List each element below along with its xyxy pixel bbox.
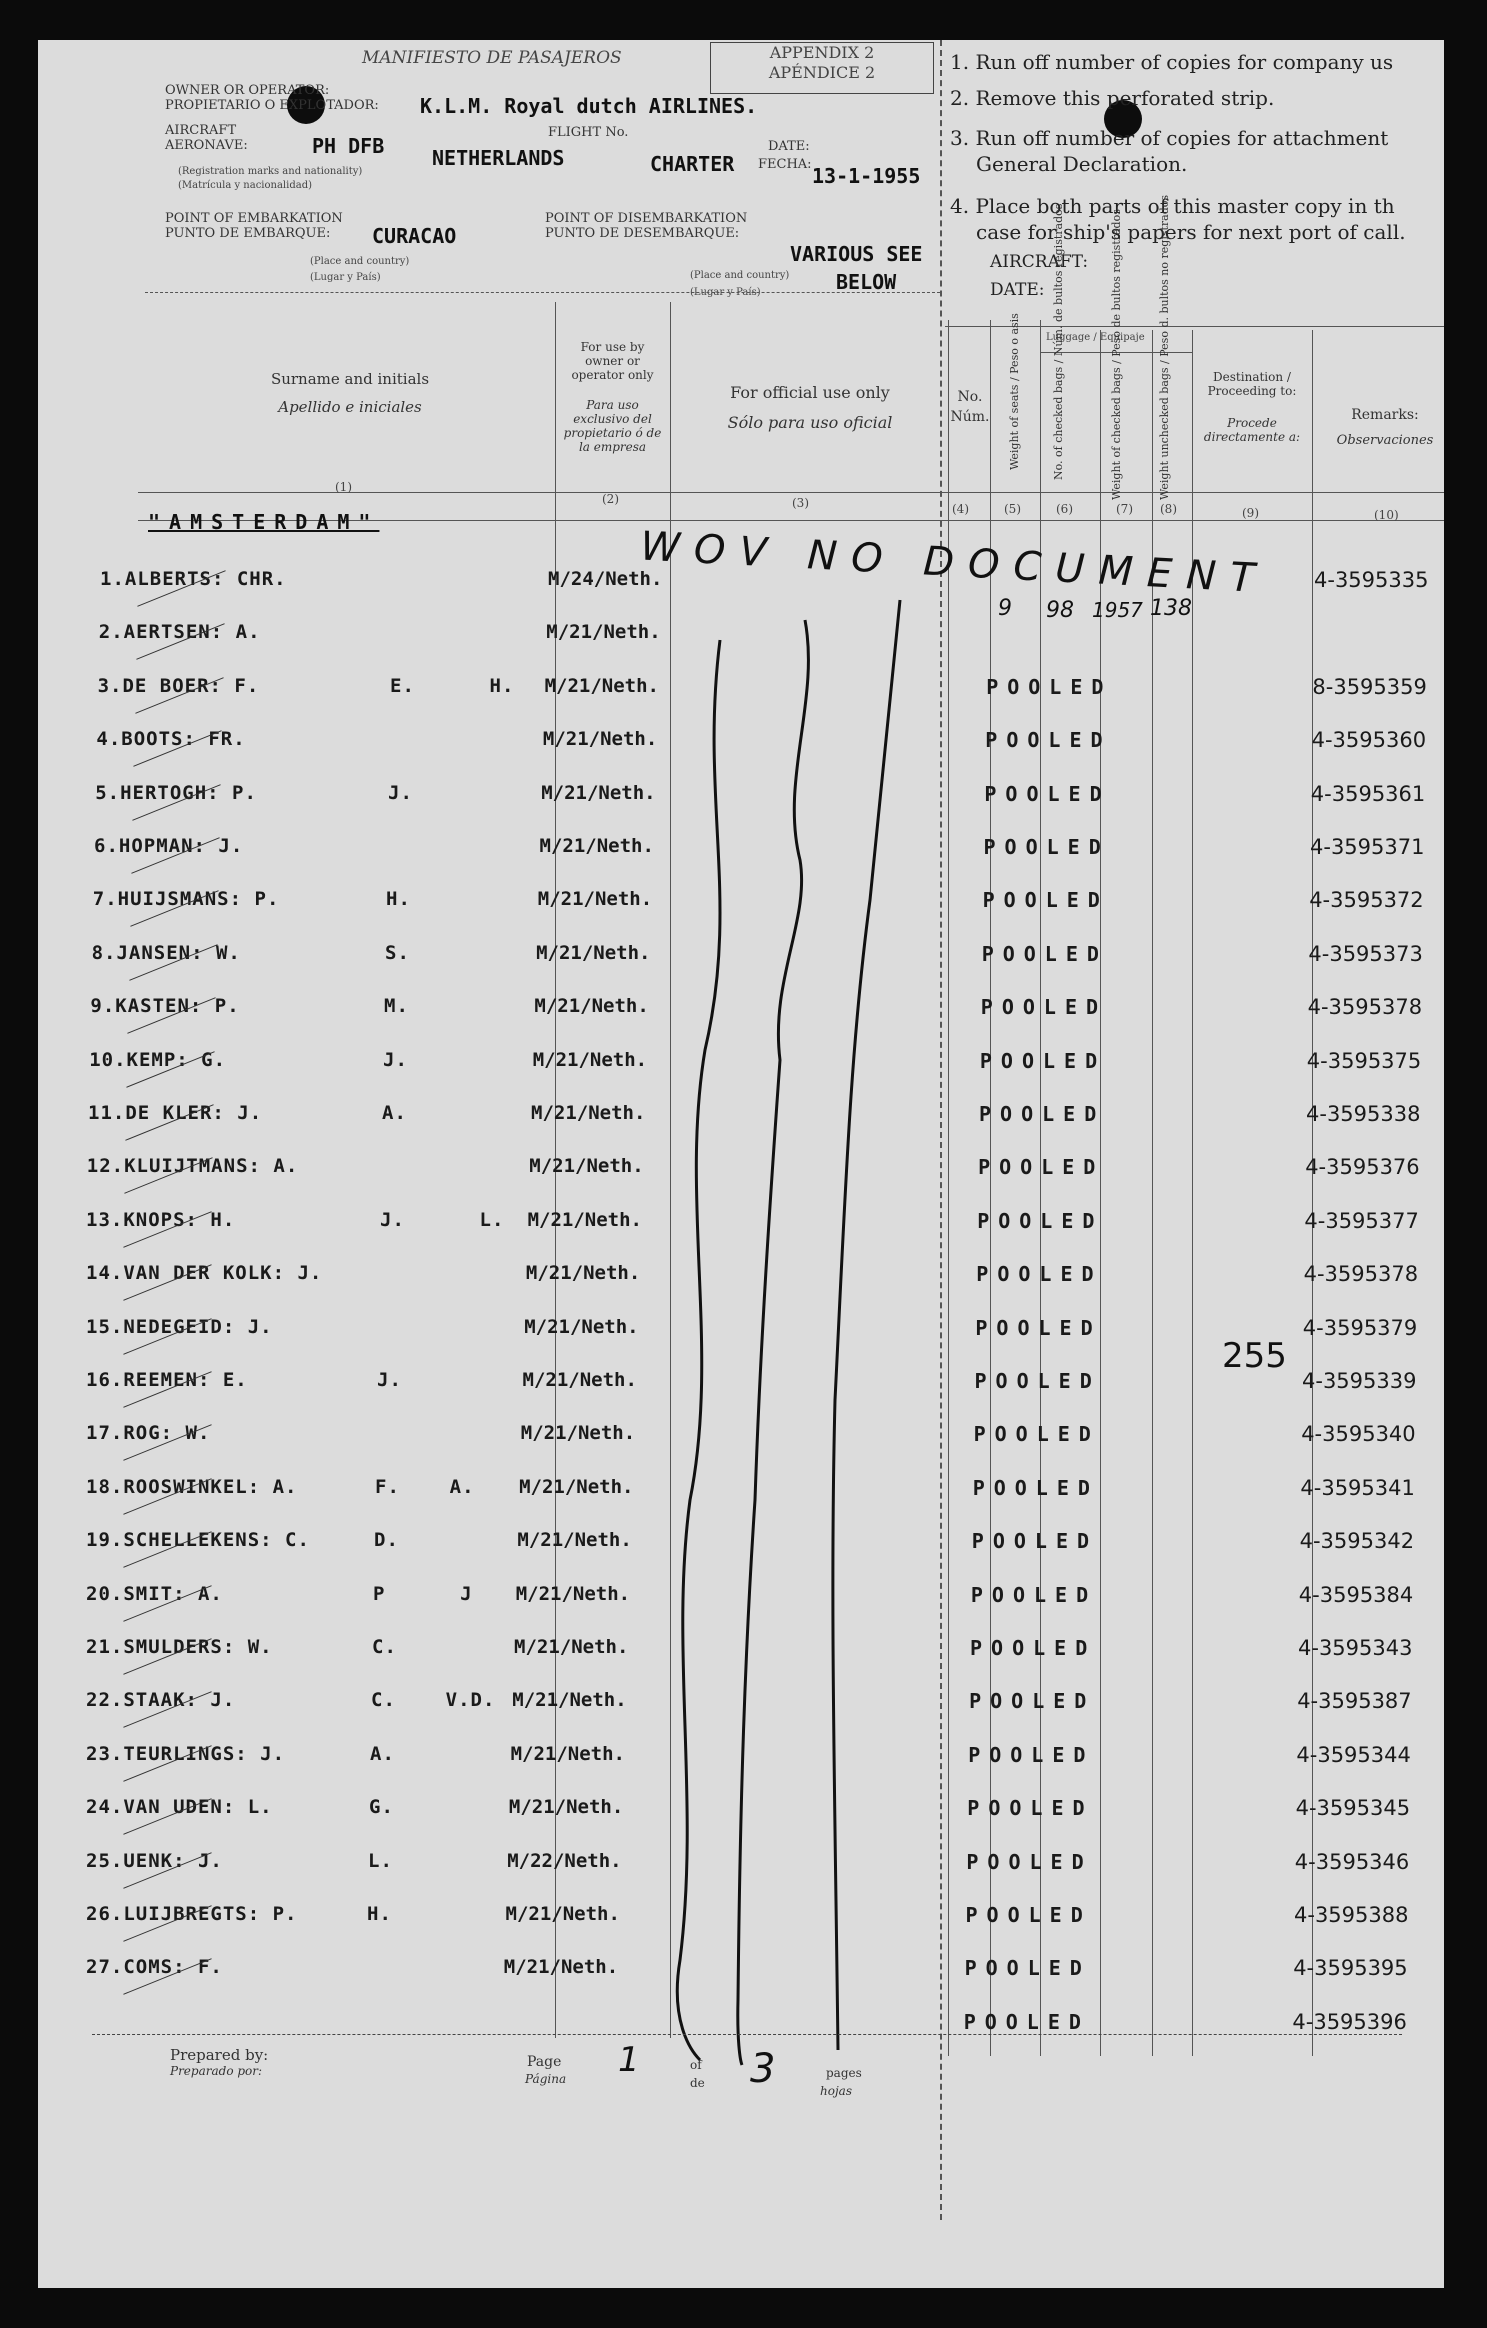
ticket-number: 4-3595361 (1310, 782, 1426, 806)
aircraft-label-1: AIRCRAFT (165, 123, 237, 138)
col10-header-en: Remarks: (1351, 407, 1419, 423)
passenger-sex-age-nationality: M/21/Neth. (531, 1102, 646, 1124)
table-row (0, 722, 1487, 758)
baggage-status: POOLED (983, 835, 1110, 859)
passenger-extra-initials: H. (386, 888, 411, 910)
passenger-sex-age-nationality: M/21/Neth. (536, 942, 651, 964)
row1-value-4: 138 (1150, 596, 1192, 621)
passenger-name: 27.COMS: F. (86, 1956, 223, 1978)
col10-number: (10) (1374, 508, 1399, 522)
passenger-name: 23.TEURLINGS: J. (86, 1743, 286, 1765)
passenger-sex-age-nationality: M/21/Neth. (508, 1796, 624, 1818)
baggage-status: POOLED (979, 1102, 1106, 1126)
col9-number: (9) (1242, 506, 1259, 520)
date-value: 13-1-1955 (812, 164, 921, 188)
luggage-header: Luggage / Equipaje (1046, 332, 1145, 343)
baggage-status: POOLED (974, 1369, 1101, 1393)
appendix-line-2: APÉNDICE 2 (768, 63, 876, 82)
passenger-sex-age-nationality: M/21/Neth. (534, 995, 649, 1017)
table-row (0, 1577, 1487, 1613)
passenger-sex-age-nationality: M/21/Neth. (542, 728, 658, 750)
passenger-extra-initials: C. V.D. (371, 1689, 496, 1711)
passenger-name: 22.STAAK: J. (86, 1689, 236, 1711)
passenger-extra-initials: L. (368, 1850, 393, 1872)
handwritten-annotation: WOV NO DOCUMENT (639, 523, 1270, 603)
baggage-status: POOLED (970, 1583, 1098, 1607)
passenger-sex-age-nationality: M/22/Neth. (507, 1850, 622, 1872)
passenger-sex-age-nationality: M/21/Neth. (517, 1529, 632, 1551)
passenger-sex-age-nationality: M/21/Neth. (524, 1316, 639, 1338)
owner-label-1: OWNER OR OPERATOR: (165, 83, 330, 98)
col3-header-es: Sólo para uso oficial (727, 413, 893, 432)
passenger-sex-age-nationality: M/21/Neth. (515, 1583, 631, 1605)
embark-note-2: (Lugar y País) (310, 272, 381, 283)
ticket-number: 4-3595346 (1294, 1850, 1410, 1874)
disembark-value-1: VARIOUS SEE (790, 242, 923, 266)
baggage-status: POOLED (965, 1903, 1092, 1927)
baggage-status: POOLED (970, 1636, 1097, 1660)
table-row (0, 1203, 1487, 1239)
table-row (0, 1416, 1487, 1452)
table-row (0, 1790, 1487, 1826)
passenger-sex-age-nationality: M/21/Neth. (520, 1422, 636, 1444)
ticket-number: 4-3595372 (1309, 888, 1424, 912)
table-row (0, 615, 1487, 651)
baggage-status: POOLED (984, 782, 1111, 806)
appendix-line-1: APPENDIX 2 (769, 43, 875, 62)
col2-number: (2) (602, 492, 619, 506)
passenger-name: 24.VAN UDEN: L. (86, 1796, 273, 1818)
ticket-number: 4-3595344 (1296, 1743, 1411, 1767)
instruction-2: 2. Remove this perforated strip. (950, 86, 1275, 110)
table-row (0, 1363, 1487, 1399)
page-number: 1 (618, 2040, 640, 2080)
ticket-number: 4-3595338 (1306, 1102, 1421, 1126)
passenger-name: 26.LUIJBREGTS: P. (86, 1903, 298, 1925)
embark-label-2: PUNTO DE EMBARQUE: (165, 226, 331, 241)
ticket-number: 4-3595335 (1314, 568, 1429, 592)
col10-header-es: Observaciones (1336, 433, 1434, 448)
passenger-extra-initials: P J (373, 1583, 473, 1605)
ticket-number: 4-3595343 (1298, 1636, 1413, 1660)
col1-header-en: Surname and initials (270, 370, 430, 388)
passenger-extra-initials: G. (369, 1796, 394, 1818)
prepared-label-es: Preparado por: (170, 2064, 263, 2078)
col7-number: (7) (1116, 502, 1133, 516)
disembark-label-2: PUNTO DE DESEMBARQUE: (545, 226, 740, 241)
baggage-status: POOLED (963, 2010, 1090, 2034)
baggage-status: POOLED (980, 995, 1108, 1019)
embark-note-1: (Place and country) (310, 256, 410, 267)
baggage-status: POOLED (977, 1209, 1104, 1233)
flight-label: FLIGHT No. (548, 125, 629, 140)
ticket-number: 4-3595339 (1302, 1369, 1417, 1393)
row1-value-1: 9 (998, 596, 1012, 621)
passenger-name: 20.SMIT: A. (86, 1583, 223, 1605)
instruction-4b: case for ship's papers for next port of call. (976, 220, 1406, 244)
baggage-status: POOLED (969, 1689, 1096, 1713)
passenger-extra-initials: C. (372, 1636, 397, 1658)
instruction-1: 1. Run off number of copies for company us (950, 50, 1394, 74)
passenger-name: 4.BOOTS: FR. (96, 728, 246, 750)
ticket-number: 4-3595396 (1292, 2010, 1407, 2034)
passenger-extra-initials: A. (370, 1743, 395, 1765)
table-row (0, 1096, 1487, 1132)
disembark-note-2: (Lugar y País) (690, 287, 761, 298)
instruction-4a: 4. Place both parts of this master copy in th (950, 194, 1395, 218)
section-title: "AMSTERDAM" (148, 510, 380, 534)
baggage-status: POOLED (968, 1743, 1095, 1767)
ticket-number: 4-3595384 (1298, 1583, 1414, 1607)
passenger-extra-initials: J. L. (380, 1209, 505, 1231)
form-title: MANIFIESTO DE PASAJEROS (362, 48, 622, 68)
ticket-number: 4-3595375 (1306, 1049, 1422, 1073)
passenger-extra-initials: M. (384, 995, 409, 1017)
ticket-number: 4-3595342 (1299, 1529, 1415, 1553)
passenger-name: 19.SCHELLEKENS: C. (86, 1529, 310, 1551)
passenger-sex-age-nationality: M/21/Neth. (537, 888, 653, 910)
ticket-number: 4-3595388 (1294, 1903, 1409, 1927)
col1-header-es: Apellido e iniciales (278, 398, 422, 416)
baggage-status: POOLED (985, 728, 1112, 752)
baggage-status: POOLED (975, 1316, 1102, 1340)
passenger-sex-age-nationality: M/21/Neth. (539, 835, 654, 857)
table-row (0, 1523, 1487, 1559)
aircraft-label-2: AERONAVE: (165, 138, 248, 153)
baggage-status: POOLED (976, 1262, 1103, 1286)
flight-value: CHARTER (650, 152, 735, 176)
col7-header: Weight of checked bags / Peso de bultos registrados (1110, 209, 1123, 500)
baggage-status: POOLED (982, 888, 1109, 912)
passenger-sex-age-nationality: M/21/Neth. (510, 1743, 625, 1765)
passenger-name: 25.UENK: J. (86, 1850, 223, 1872)
passenger-name: 2.AERTSEN: A. (98, 621, 261, 643)
passenger-extra-initials: A. (382, 1102, 407, 1124)
table-row (0, 989, 1487, 1025)
row1-value-3: 1957 (1092, 598, 1143, 622)
passenger-name: 14.VAN DER KOLK: J. (86, 1262, 323, 1284)
instruction-3b: General Declaration. (976, 152, 1188, 176)
baggage-status: POOLED (979, 1049, 1107, 1073)
table-row (0, 1043, 1487, 1079)
row1-value-2: 98 (1046, 598, 1074, 623)
passenger-name: 11.DE KLER: J. (88, 1102, 263, 1124)
owner-label-2: PROPIETARIO O EXPLOTADOR: (165, 98, 379, 113)
passenger-name: 8.JANSEN: W. (91, 942, 241, 964)
passenger-extra-initials: S. (385, 942, 410, 964)
disembark-note-1: (Place and country) (690, 270, 790, 281)
table-row (0, 562, 1487, 598)
col6-header: No. of checked bags / Núm. de bultos registrados (1052, 203, 1065, 480)
baggage-status: POOLED (978, 1155, 1105, 1179)
passenger-sex-age-nationality: M/21/Neth. (541, 782, 656, 804)
passenger-name: 13.KNOPS: H. (86, 1209, 236, 1231)
passenger-name: 21.SMULDERS: W. (86, 1636, 273, 1658)
of-label-es: de (690, 2076, 705, 2090)
col3-header-en: For official use only (730, 383, 890, 402)
baggage-status: POOLED (971, 1529, 1099, 1553)
col1-number: (1) (335, 480, 352, 494)
prepared-label-en: Prepared by: (170, 2046, 269, 2064)
passenger-sex-age-nationality: M/21/Neth. (522, 1369, 637, 1391)
passenger-name: 5.HERTOGH: P. (95, 782, 257, 804)
col2-header-en: For use by owner or operator only (571, 340, 654, 382)
passenger-name: 16.REEMEN: E. (86, 1369, 248, 1391)
pages-label-es: hojas (820, 2084, 852, 2098)
ticket-number: 4-3595345 (1295, 1796, 1411, 1820)
baggage-status: POOLED (966, 1850, 1093, 1874)
ticket-number: 4-3595376 (1305, 1155, 1420, 1179)
table-row (0, 1950, 1487, 1986)
ticket-number: 4-3595373 (1308, 942, 1423, 966)
col9-header-es: Procede directamente a: (1203, 416, 1301, 444)
embark-value: CURACAO (372, 224, 457, 248)
ticket-number: 4-3595378 (1303, 1262, 1419, 1286)
table-row (0, 936, 1487, 972)
passenger-name: 17.ROG: W. (86, 1422, 211, 1444)
passenger-extra-initials: J. (377, 1369, 402, 1391)
passenger-extra-initials: E. H. (390, 675, 515, 697)
ticket-number: 4-3595395 (1293, 1956, 1408, 1980)
passenger-sex-age-nationality: M/21/Neth. (503, 1956, 619, 1978)
passenger-sex-age-nationality: M/21/Neth. (529, 1155, 644, 1177)
baggage-status: POOLED (981, 942, 1108, 966)
ticket-number: 4-3595371 (1310, 835, 1425, 859)
owner-value: K.L.M. Royal dutch AIRLINES. (420, 94, 758, 118)
passenger-name: 1.ALBERTS: CHR. (100, 568, 287, 590)
fecha-label: FECHA: (758, 157, 812, 172)
disembark-value-2: BELOW (836, 270, 897, 294)
table-row (0, 1683, 1487, 1719)
ticket-number: 4-3595378 (1307, 995, 1423, 1019)
passenger-sex-age-nationality: M/21/Neth. (505, 1903, 620, 1925)
table-row (0, 1844, 1487, 1880)
bottom-rule (92, 2034, 1402, 2035)
passenger-sex-age-nationality: M/21/Neth. (527, 1209, 642, 1231)
pages-total: 3 (750, 2046, 776, 2092)
passenger-sex-age-nationality: M/21/Neth. (525, 1262, 641, 1284)
col4-header-es: Núm. (950, 409, 990, 425)
col4-number: (4) (952, 502, 969, 516)
passenger-name: 10.KEMP: G. (89, 1049, 227, 1071)
baggage-status: POOLED (964, 1956, 1091, 1980)
table-row (0, 1630, 1487, 1666)
ticket-number: 4-3595360 (1311, 728, 1427, 752)
ticket-number: 8-3595359 (1312, 675, 1427, 699)
pages-label-en: pages (826, 2066, 862, 2080)
col6-number: (6) (1056, 502, 1073, 516)
instruction-3a: 3. Run off number of copies for attachment (950, 126, 1389, 150)
passenger-extra-initials: J. (388, 782, 413, 804)
ticket-number: 4-3595377 (1304, 1209, 1419, 1233)
passenger-sex-age-nationality: M/21/Neth. (546, 621, 661, 643)
passenger-sex-age-nationality: M/21/Neth. (544, 675, 659, 697)
passenger-extra-initials: F. A. (375, 1476, 475, 1498)
ticket-number: 4-3595387 (1297, 1689, 1412, 1713)
passenger-sex-age-nationality: M/21/Neth. (519, 1476, 634, 1498)
baggage-status: POOLED (973, 1422, 1100, 1446)
passenger-sex-age-nationality: M/21/Neth. (514, 1636, 629, 1658)
table-row (0, 1897, 1487, 1933)
passenger-name: 18.ROOSWINKEL: A. (86, 1476, 298, 1498)
col8-number: (8) (1160, 502, 1177, 516)
ticket-number: 4-3595340 (1301, 1422, 1416, 1446)
passenger-name: 15.NEDEGEID: J. (86, 1316, 273, 1338)
passenger-sex-age-nationality: M/24/Neth. (548, 568, 663, 590)
registration-note-1: (Registration marks and nationality) (178, 166, 363, 177)
table-row (0, 1470, 1487, 1506)
table-row (0, 669, 1487, 705)
instruction-date-label: DATE: (990, 280, 1045, 300)
instruction-aircraft-label: AIRCRAFT: (990, 252, 1089, 272)
table-row (0, 776, 1487, 812)
passenger-name: 9.KASTEN: P. (90, 995, 240, 1017)
baggage-status: POOLED (986, 675, 1113, 699)
passenger-extra-initials: D. (374, 1529, 399, 1551)
passenger-name: 12.KLUIJTMANS: A. (86, 1155, 299, 1177)
ticket-number: 4-3595379 (1302, 1316, 1418, 1340)
col8-header: Weight unchecked bags / Peso d. bultos no registrados (1158, 194, 1171, 500)
table-row (0, 1256, 1487, 1292)
registration-note-2: (Matrícula y nacionalidad) (178, 180, 312, 191)
passenger-extra-initials: J. (383, 1049, 408, 1071)
of-label-en: of (690, 2058, 702, 2072)
col5-header: Weight of seats / Peso o asis (1008, 313, 1021, 470)
passenger-name: 3.DE BOER: F. (97, 675, 260, 697)
col4-header-en: No. (957, 389, 983, 405)
destination-number: 255 (1222, 1336, 1287, 1376)
table-row (0, 829, 1487, 865)
col5-number: (5) (1004, 502, 1021, 516)
baggage-status: POOLED (967, 1796, 1094, 1820)
passenger-extra-initials: H. (367, 1903, 392, 1925)
col2-header-es: Para uso exclusivo del propietario ó de la empresa (563, 398, 662, 454)
passenger-sex-age-nationality: M/21/Neth. (512, 1689, 627, 1711)
table-row (0, 882, 1487, 918)
embark-label-1: POINT OF EMBARKATION (165, 211, 343, 226)
table-row (0, 1737, 1487, 1773)
passenger-name: 6.HOPMAN: J. (94, 835, 244, 857)
aircraft-value: PH DFB (312, 134, 385, 158)
col3-number: (3) (792, 496, 809, 510)
table-row (0, 1149, 1487, 1185)
passenger-name: 7.HUIJSMANS: P. (92, 888, 280, 910)
ticket-number: 4-3595341 (1300, 1476, 1415, 1500)
page-label-es: Página (525, 2072, 567, 2086)
passenger-sex-age-nationality: M/21/Neth. (532, 1049, 648, 1071)
date-label: DATE: (768, 139, 810, 154)
nationality-value: NETHERLANDS (432, 146, 565, 170)
page-label-en: Page (527, 2054, 562, 2070)
table-row (0, 1310, 1487, 1346)
col9-header-en: Destination / Proceeding to: (1207, 370, 1297, 398)
baggage-status: POOLED (972, 1476, 1099, 1500)
disembark-label-1: POINT OF DISEMBARKATION (545, 211, 748, 226)
